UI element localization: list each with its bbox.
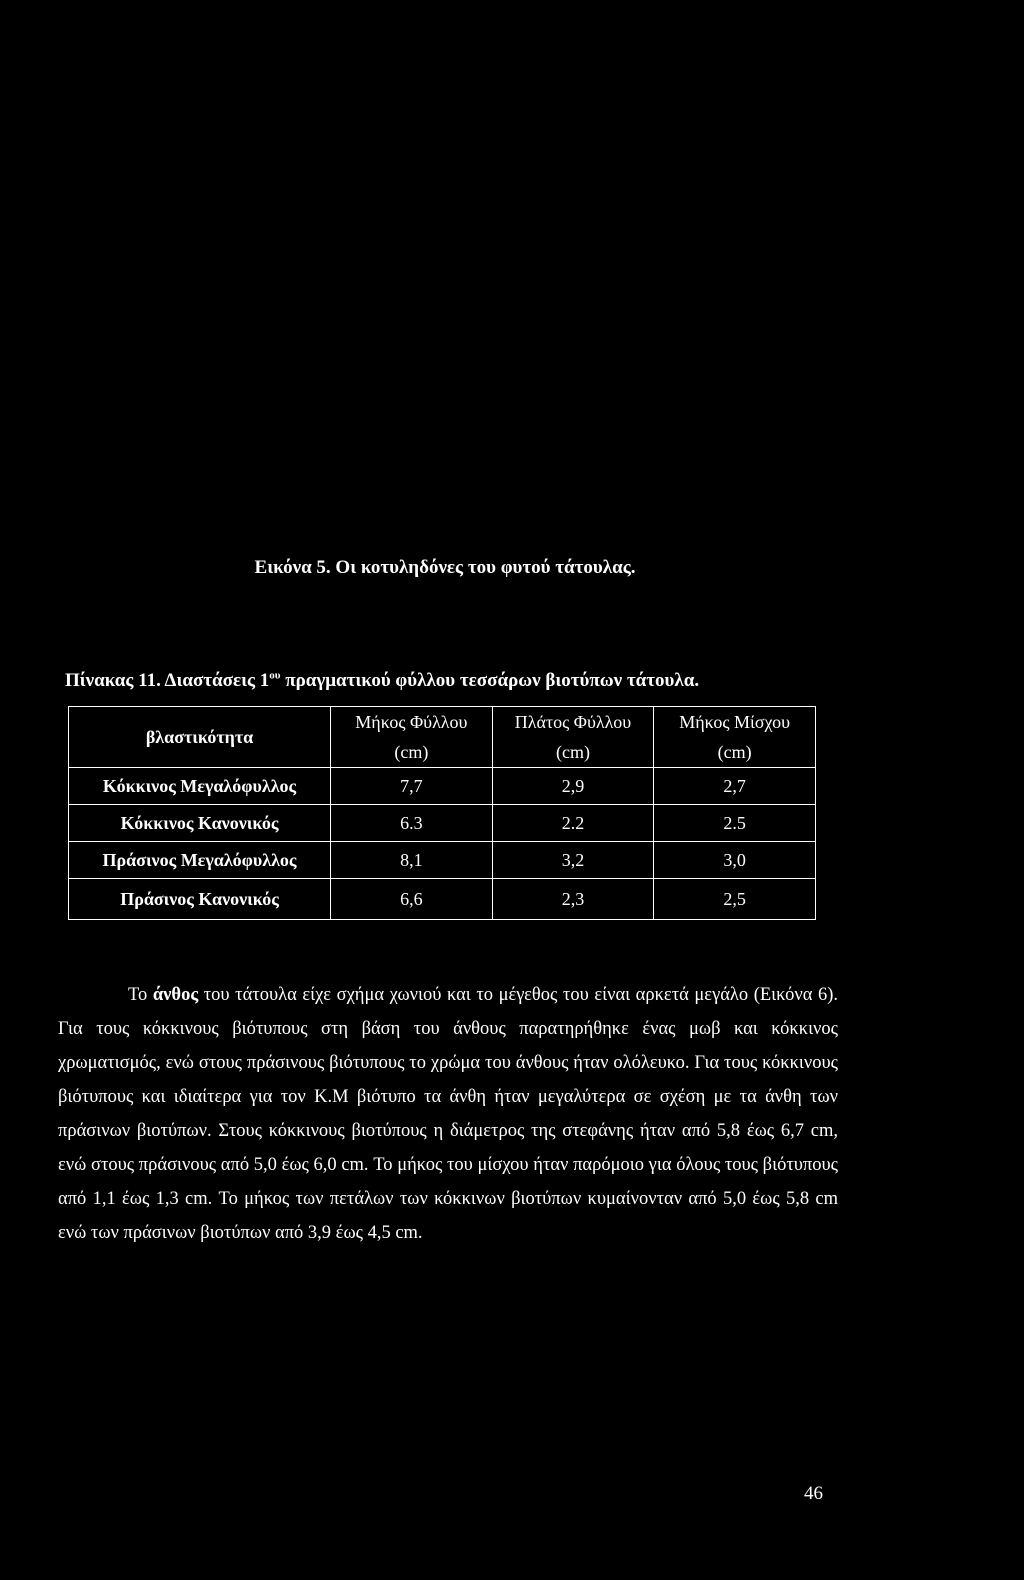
- paragraph-bold-term: άνθος: [152, 985, 199, 1005]
- table-row: [69, 805, 816, 842]
- column-header-line2: (cm): [556, 742, 590, 762]
- row-header-cell: βλαστικότητα: [69, 707, 331, 768]
- table-caption-suffix: πραγματικού φύλλου τεσσάρων βιοτύπων τάτουλα.: [280, 670, 700, 691]
- table-caption: [65, 670, 699, 692]
- table-header-row: [69, 707, 816, 768]
- table-cell: 7,7: [331, 768, 493, 805]
- row-label: Κόκκινος Μεγαλόφυλλος: [69, 768, 331, 805]
- table-caption-prefix: Πίνακας 11. Διαστάσεις 1: [65, 670, 270, 691]
- column-header-line1: Μήκος Μίσχου: [679, 712, 791, 732]
- table-row: [69, 842, 816, 879]
- table-cell: 8,1: [331, 842, 493, 879]
- dimensions-table: [68, 706, 816, 920]
- table-cell: 2,7: [654, 768, 816, 805]
- column-header-leaf-length: [331, 707, 493, 768]
- table-cell: 6.3: [331, 805, 493, 842]
- paragraph-text-start: Το: [128, 985, 153, 1005]
- row-label: Κόκκινος Κανονικός: [69, 805, 331, 842]
- column-header-line1: Μήκος Φύλλου: [355, 712, 468, 732]
- figure-caption: Εικόνα 5. Οι κοτυληδόνες του φυτού τάτουλας.: [254, 557, 636, 578]
- body-paragraph: [58, 978, 838, 1250]
- table-cell: 6,6: [331, 879, 493, 920]
- column-header-line2: (cm): [717, 742, 752, 762]
- row-label: Πράσινος Μεγαλόφυλλος: [69, 842, 331, 879]
- column-header-line1: Πλάτος Φύλλου: [514, 712, 632, 732]
- table-cell: 3,0: [654, 842, 816, 879]
- column-header-line2: (cm): [394, 742, 429, 762]
- figure-image-area: [0, 0, 1024, 540]
- table-cell: 3,2: [492, 842, 654, 879]
- table-cell: 2.5: [654, 805, 816, 842]
- table-cell: 2,5: [654, 879, 816, 920]
- paragraph-text-rest: του τάτουλα είχε σχήμα χωνιού και το μέγεθος του είναι αρκετά μεγάλο (Εικόνα 6). Για τους κόκκινους βιότυπους στη βάση του άνθους παρατηρήθηκε ένας μωβ και κόκκινος χρωματισμός, ενώ στους πράσινους βιότυπους το χρώμα του άνθους ήταν ολόλευκο. Για τους κόκκινους βιότυπους και ιδιαίτερα για τον Κ.Μ βιότυπο τα άνθη ήταν μεγαλύτερα σε σχέση με τα άνθη των πράσινων βιοτύπων. Στους κόκκινους βιοτύπους η διάμετρος της στεφάνης ήταν από 5,8 έως 6,7 cm, ενώ στους πράσινους από 5,0 έως 6,0 cm. Το μήκος του μίσχου ήταν παρόμοιο για όλους τους βιότυπους από 1,1 έως 1,3 cm. Το μήκος των πετάλων των κόκκινων βιοτύπων κυμαίνονταν από 5,0 έως 5,8 cm ενώ των πράσινων βιοτύπων από 3,9 έως 4,5 cm.: [58, 985, 838, 1243]
- body-paragraph-block: [58, 978, 838, 1250]
- table-row: [69, 768, 816, 805]
- table-cell: 2,3: [492, 879, 654, 920]
- page-number: 46: [804, 1483, 823, 1504]
- column-header-leaf-width: [492, 707, 654, 768]
- table-cell: 2.2: [492, 805, 654, 842]
- row-label: Πράσινος Κανονικός: [69, 879, 331, 920]
- table-row: [69, 879, 816, 920]
- table-cell: 2,9: [492, 768, 654, 805]
- column-header-petiole-length: [654, 707, 816, 768]
- table-caption-superscript: ου: [269, 669, 281, 682]
